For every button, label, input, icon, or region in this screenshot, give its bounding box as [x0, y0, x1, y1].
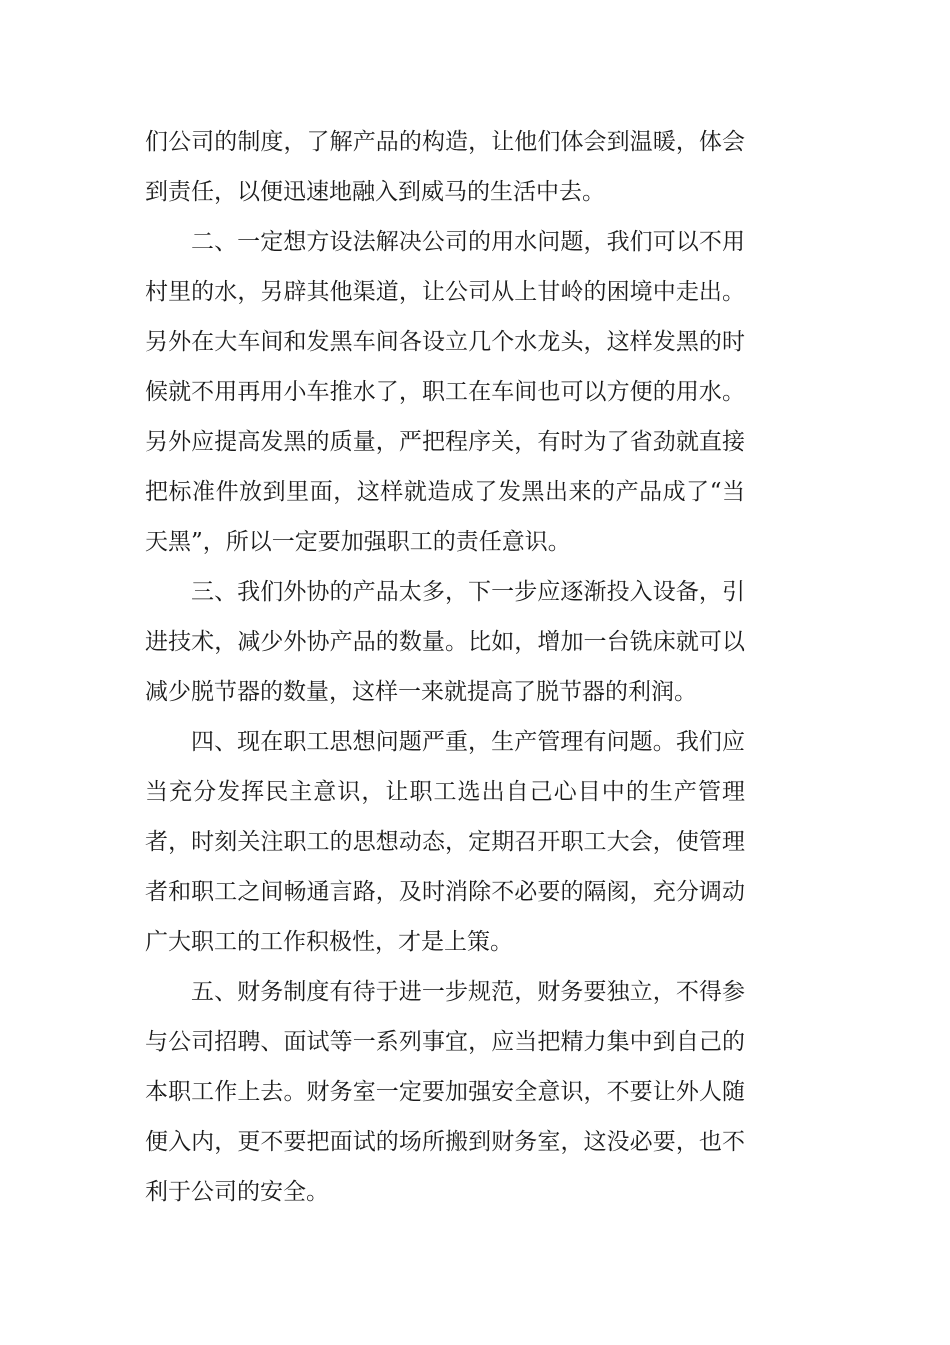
document-body — [145, 117, 745, 1217]
paragraph-continuation: 们公司的制度，了解产品的构造，让他们体会到温暖，体会到责任，以便迅速地融入到威马的生活中去。 — [145, 129, 745, 205]
paragraph-finance-system: 五、财务制度有待于进一步规范，财务要独立，不得参与公司招聘、面试等一系列事宜，应当把精力集中到自己的本职工作上去。财务室一定要加强安全意识，不要让外人随便入内，更不要把面试的场所搬到财务室，这没必要，也不利于公司的安全。 — [145, 979, 745, 1205]
paragraph-staff-management: 四、现在职工思想问题严重，生产管理有问题。我们应当充分发挥民主意识，让职工选出自己心目中的生产管理者，时刻关注职工的思想动态，定期召开职工大会，使管理者和职工之间畅通言路，及时消除不必要的隔阂，充分调动广大职工的工作积极性，才是上策。 — [145, 729, 745, 955]
paragraph-water-supply: 二、一定想方设法解决公司的用水问题，我们可以不用村里的水，另辟其他渠道，让公司从上甘岭的困境中走出。另外在大车间和发黑车间各设立几个水龙头，这样发黑的时候就不用再用小车推水了，职工在车间也可以方便的用水。另外应提高发黑的质量，严把程序关，有时为了省劲就直接把标准件放到里面，这样就造成了发黑出来的产品成了“当天黑”，所以一定要加强职工的责任意识。 — [145, 229, 745, 555]
paragraph-outsourcing: 三、我们外协的产品太多，下一步应逐渐投入设备，引进技术，减少外协产品的数量。比如，增加一台铣床就可以减少脱节器的数量，这样一来就提高了脱节器的利润。 — [145, 579, 745, 705]
